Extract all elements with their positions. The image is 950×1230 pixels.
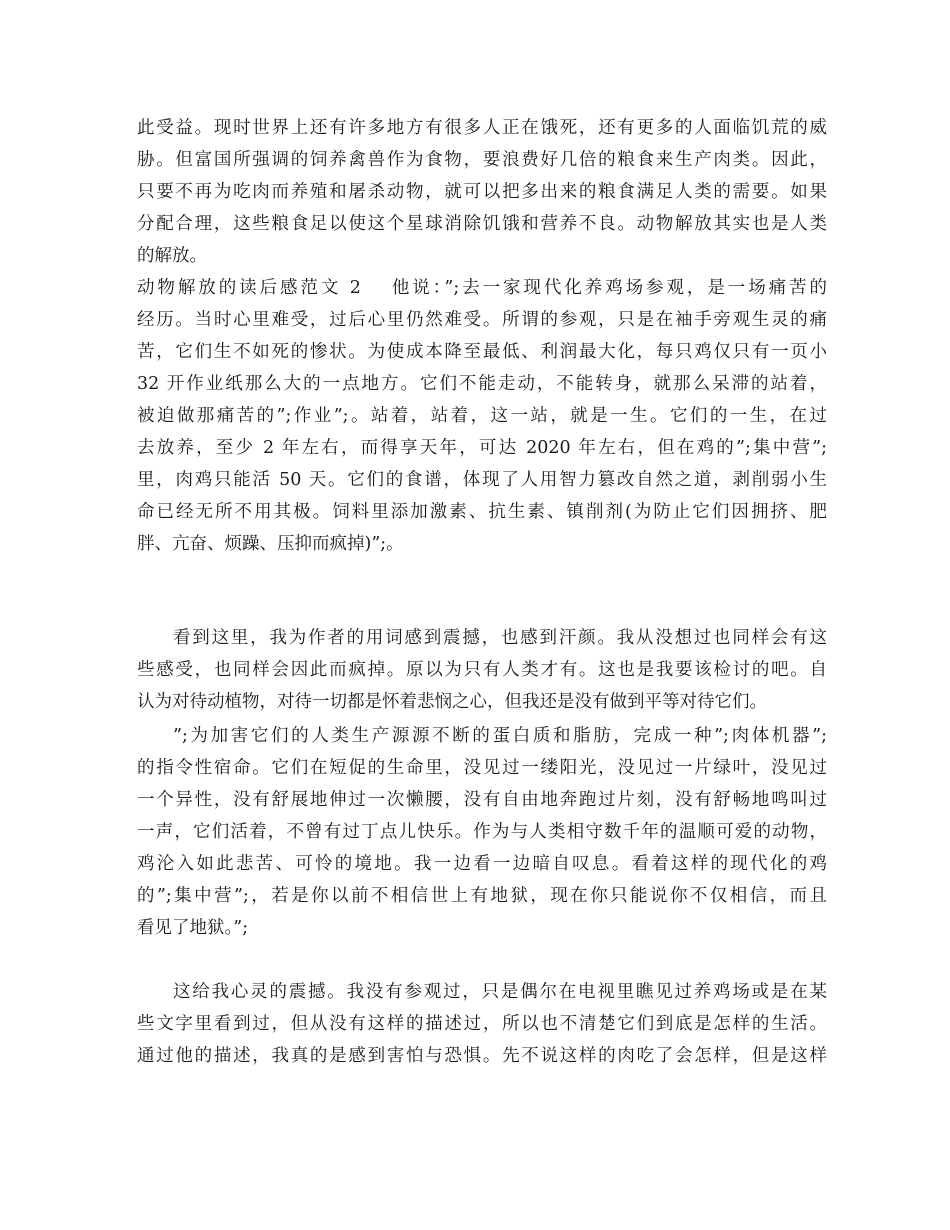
section-heading-line — [137, 272, 827, 304]
text-line: 这给我心灵的震撼。我没有参观过，只是偶尔在电视里瞧见过养鸡场或是在某 — [173, 982, 827, 1002]
text-line: 一个异性，没有舒展地伸过一次懒腰，没有自由地奔跑过片刻，没有舒畅地鸣叫过 — [137, 790, 827, 810]
text-line: 些感受，也同样会因此而疯掉。原以为只有人类才有。这也是我要该检讨的吧。自 — [137, 660, 827, 680]
text-line: 被迫做那痛苦的”;作业”;。站着，站着，这一站，就是一生。它们的一生，在过 — [137, 406, 827, 426]
text-line: 此受益。现时世界上还有许多地方有很多人正在饿死，还有更多的人面临饥荒的威 — [137, 118, 827, 138]
text-line: 看见了地狱。”; — [137, 918, 249, 938]
paragraph-3 — [137, 622, 827, 718]
intro-paragraph — [137, 112, 827, 272]
text-line: 32 开作业纸那么大的一点地方。它们不能走动，不能转身，就那么呆滞的站着， — [137, 374, 827, 394]
paragraph-5 — [137, 976, 827, 1072]
text-line: 去放养，至少 2 年左右，而得享天年，可达 2020 年左右，但在鸡的”;集中营”; — [137, 438, 827, 458]
text-line: 胁。但富国所强调的饲养禽兽作为食物，要浪费好几倍的粮食来生产肉类。因此， — [137, 150, 827, 170]
paragraph-4 — [137, 720, 827, 944]
text-line: 认为对待动植物，对待一切都是怀着悲悯之心，但我还是没有做到平等对待它们。 — [137, 692, 767, 712]
text-line: 命已经无所不用其极。饲料里添加激素、抗生素、镇削剂(为防止它们因拥挤、肥 — [137, 502, 827, 522]
text-line: 苦，它们生不如死的惨状。为使成本降至最低、利润最大化，每只鸡仅只有一页小 — [137, 342, 827, 362]
text-line: 的解放。 — [137, 246, 207, 266]
text-line: 只要不再为吃肉而养殖和屠杀动物，就可以把多出来的粮食满足人类的需要。如果 — [137, 182, 827, 202]
text-line: 的指令性宿命。它们在短促的生命里，没见过一缕阳光，没见过一片绿叶，没见过 — [137, 758, 827, 778]
text-line: 经历。当时心里难受，过后心里仍然难受。所谓的参观，只是在袖手旁观生灵的痛 — [137, 310, 827, 330]
section-paragraph — [137, 272, 827, 560]
text-line: 里，肉鸡只能活 50 天。它们的食谱，体现了人用智力篡改自然之道，剥削弱小生 — [137, 470, 827, 490]
text-line: 看到这里，我为作者的用词感到震撼，也感到汗颜。我从没想过也同样会有这 — [173, 628, 827, 648]
text-line-start: 他说：”;去一家现代化养鸡场参观，是一场痛苦的 — [388, 278, 827, 298]
text-line: ”;为加害它们的人类生产源源不断的蛋白质和脂肪，完成一种”;肉体机器”; — [173, 726, 827, 746]
text-line: 分配合理，这些粮食足以使这个星球消除饥饿和营养不良。动物解放其实也是人类 — [137, 214, 827, 234]
text-line: 的”;集中营”;，若是你以前不相信世上有地狱，现在你只能说你不仅相信，而且 — [137, 886, 827, 906]
text-line: 鸡沦入如此悲苦、可怜的境地。我一边看一边暗自叹息。看着这样的现代化的鸡 — [137, 854, 827, 874]
text-line: 些文字里看到过，但从没有这样的描述过，所以也不清楚它们到底是怎样的生活。 — [137, 1014, 827, 1034]
section-heading: 动物解放的读后感范文 2 — [137, 278, 361, 298]
text-line: 胖、亢奋、烦躁、压抑而疯掉)”;。 — [137, 534, 404, 554]
text-line: 通过他的描述，我真的是感到害怕与恐惧。先不说这样的肉吃了会怎样，但是这样 — [137, 1046, 827, 1066]
text-line: 一声，它们活着，不曾有过丁点儿快乐。作为与人类相守数千年的温顺可爱的动物， — [137, 822, 827, 842]
